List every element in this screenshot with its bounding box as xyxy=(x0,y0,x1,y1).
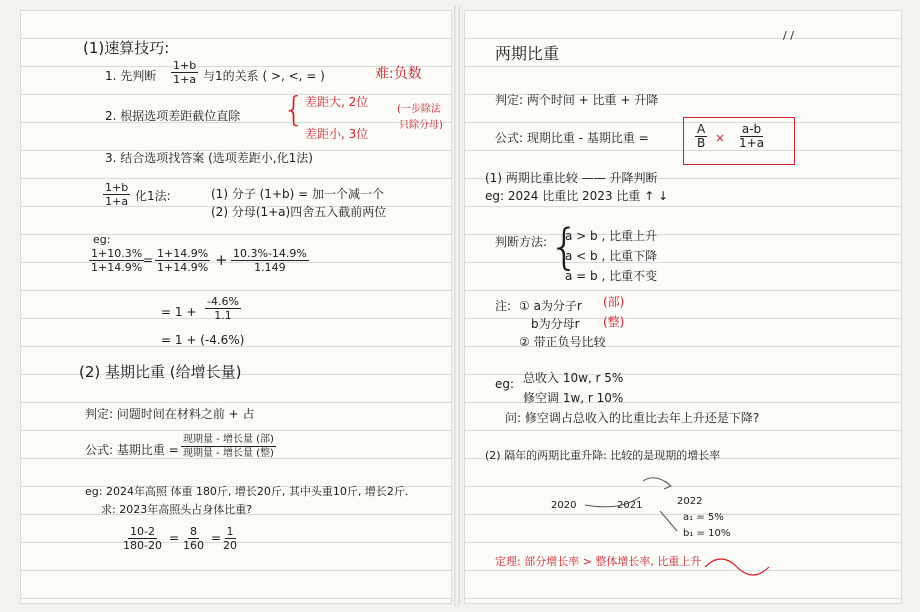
base-ratio-example-1: eg: 2024年高照 体重 180斤, 增长20斤, 其中头重10斤, 增长2斤. xyxy=(85,485,409,498)
tip-2-brace: { xyxy=(283,90,305,130)
two-period-formula-label: 公式: 现期比重 - 基期比重 = xyxy=(495,131,649,145)
right-notebook-page xyxy=(464,10,902,604)
base-ratio-formula-label: 公式: 基期比重 = xyxy=(85,443,179,457)
two-period-judge: 判定: 两个时间 + 比重 + 升降 xyxy=(495,93,659,107)
example-question: 问: 修空调占总收入的比重比去年上升还是下降? xyxy=(505,411,760,425)
left-notebook-page xyxy=(20,10,452,604)
example-fraction-1: $\frac{1+10.3\%}{1+14.9\%}$ xyxy=(91,247,143,274)
hua-label: 化1法: xyxy=(135,189,171,203)
tip-2-branch-2: 差距小, 3位 xyxy=(305,127,369,141)
calc-equals-1: = xyxy=(169,531,180,545)
corner-mark: / / xyxy=(783,29,794,42)
method-brace: { xyxy=(549,219,580,275)
tip-1-note: 难:负数 xyxy=(375,66,422,82)
example-aircon: 修空调 1w, r 10% xyxy=(523,391,624,405)
base-ratio-formula-fraction: 现期量 - 增长量 (部) 现期量 - 增长量 (整) xyxy=(183,434,274,459)
hua-rule-2: (2) 分母(1+a)四舍五入截前两位 xyxy=(211,205,387,219)
page-title-two-period-ratio: 两期比重 xyxy=(495,44,560,63)
example-fraction-4: $\frac{-4.6\%}{1.1}$ xyxy=(207,295,239,322)
example-line-2: = 1 + xyxy=(161,305,197,319)
calc-equals-2: = xyxy=(211,531,222,545)
hua-fraction: $\frac{1+b}{1+a}$ xyxy=(105,181,129,208)
tip-2-side-note-2: 只除分母) xyxy=(399,120,443,131)
growth-a1: a₁ = 5% xyxy=(683,512,724,523)
tip-1-fraction: $\frac{1+b}{1+a}$ xyxy=(173,59,197,86)
formula-fraction-growth: $\frac{a-b}{1+a}$ xyxy=(739,122,765,150)
base-ratio-judge: 判定: 问题时间在材料之前 + 占 xyxy=(85,407,255,421)
tip-2-branch-1: 差距大, 2位 xyxy=(305,95,369,109)
tip-2-text: 2. 根据选项差距截位直除 xyxy=(105,109,241,123)
note-label: 注: xyxy=(495,299,512,313)
example-fraction-2: $\frac{1+14.9\%}{1+14.9\%}$ xyxy=(157,247,209,274)
base-ratio-example-2: 求: 2023年高照头占身体比重? xyxy=(101,503,253,516)
tip-1-prefix: 1. 先判断 xyxy=(105,69,157,83)
method-rule-1: a > b , 比重上升 xyxy=(565,229,658,243)
formula-fraction-a-over-b: $\frac{A}{B}$ xyxy=(697,122,706,150)
note-1-red: (部) xyxy=(603,295,625,309)
tip-3-text: 3. 结合选项找答案 (选项差距小,化1法) xyxy=(105,151,313,165)
section-title-speed-tips: (1)速算技巧: xyxy=(83,39,170,57)
method-label: 判断方法: xyxy=(495,235,548,249)
subsection-2-title: (2) 隔年的两期比重升降: 比较的是现期的增长率 xyxy=(485,449,721,462)
year-2022: 2022 xyxy=(677,496,703,507)
example-label-right: eg: xyxy=(495,377,515,391)
example-equals: = xyxy=(143,253,154,267)
section-title-base-ratio: (2) 基期比重 (给增长量) xyxy=(79,363,242,381)
example-line-3: = 1 + (-4.6%) xyxy=(161,333,245,347)
year-2020: 2020 xyxy=(551,500,577,511)
formula-times: × xyxy=(715,131,726,145)
notebook-spine xyxy=(454,6,460,606)
year-2021: 2021 xyxy=(617,500,643,511)
note-3: ② 带正负号比较 xyxy=(519,335,606,349)
hua-rule-1: (1) 分子 (1+b) = 加一个减一个 xyxy=(211,187,384,201)
tip-2-side-note-1: (一步除法 xyxy=(397,104,441,115)
year-arrows-drawing xyxy=(465,11,901,603)
growth-b1: b₁ = 10% xyxy=(683,528,731,539)
note-1: ① a为分子r xyxy=(519,299,582,313)
example-fraction-3: $\frac{10.3\%-14.9\%}{1.149}$ xyxy=(233,247,307,274)
example-label: eg: xyxy=(93,233,111,246)
tip-1-suffix: 与1的关系 ( >, <, = ) xyxy=(203,69,325,83)
note-2: b为分母r xyxy=(531,317,580,331)
method-rule-3: a = b , 比重不变 xyxy=(565,269,658,283)
calc-fraction-1: $\frac{10-2}{180-20}$ xyxy=(123,525,162,552)
note-2-red: (整) xyxy=(603,315,625,329)
subsection-1-example: eg: 2024 比重比 2023 比重 ↑ ↓ xyxy=(485,189,669,203)
example-income: 总收入 10w, r 5% xyxy=(523,371,624,385)
calc-fraction-2: $\frac{8}{160}$ xyxy=(183,525,204,552)
subsection-1-title: (1) 两期比重比较 —— 升降判断 xyxy=(485,171,658,185)
conclusion-theorem: 定理: 部分增长率 > 整体增长率, 比重上升 xyxy=(495,555,702,568)
example-plus: + xyxy=(215,251,228,269)
calc-fraction-3: $\frac{1}{20}$ xyxy=(223,525,237,552)
method-rule-2: a < b , 比重下降 xyxy=(565,249,658,263)
